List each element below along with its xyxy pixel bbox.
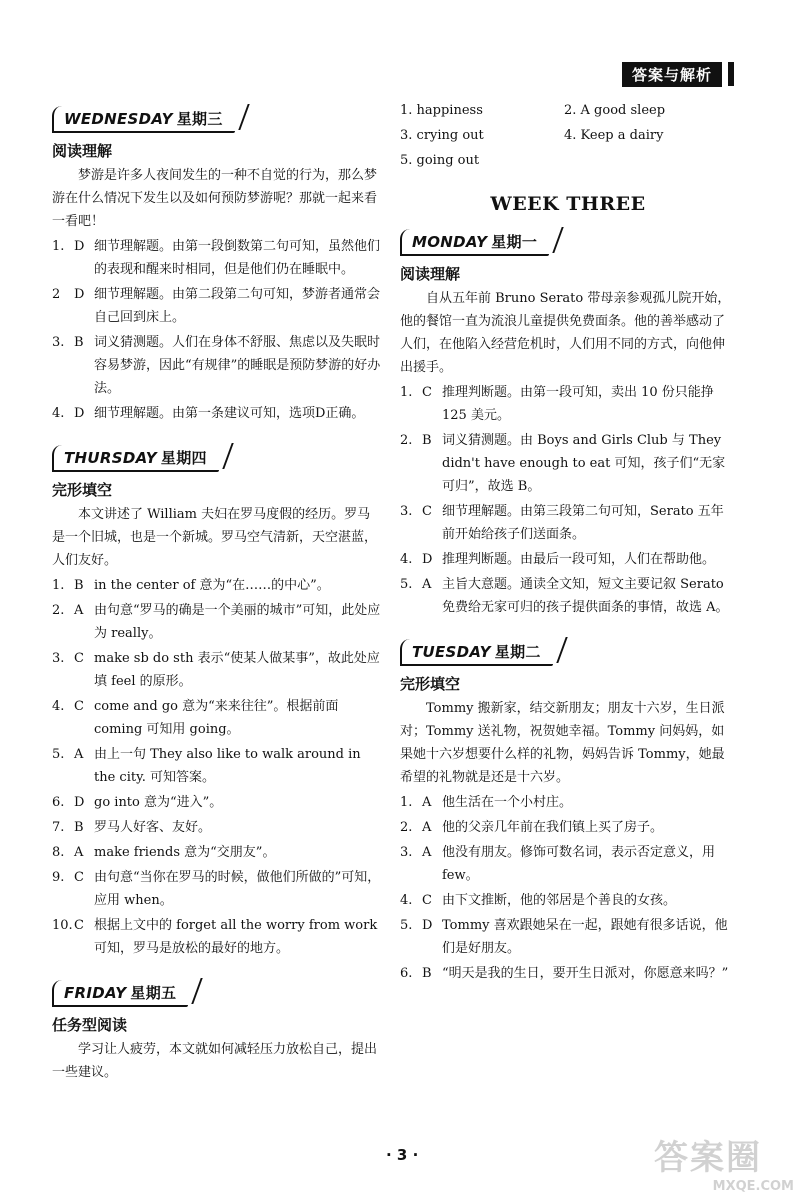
answer-item: [52, 695, 382, 741]
tuesday-badge: [400, 639, 553, 666]
answer-item: [52, 841, 382, 864]
item-explanation: 由下文推断，他的邻居是个善良的女孩。: [442, 893, 677, 908]
monday-answer-list: [400, 381, 736, 619]
item-number: 10.: [52, 918, 73, 933]
item-number: 7.: [52, 820, 65, 835]
wednesday-intro: 梦游是许多人夜间发生的一种不自觉的行为，那么梦游在什么情况下发生以及如何预防梦游呢？那就一起来看一看吧！: [52, 168, 378, 229]
item-answer: A: [422, 577, 432, 592]
item-answer: C: [74, 918, 84, 933]
answer-item: [52, 235, 382, 281]
thursday-intro: 本文讲述了 William 夫妇在罗马度假的经历。罗马是一个旧城，也是一个新城。罗马空气清新，天空湛蓝，人们友好。: [52, 507, 378, 568]
item-explanation: 由上一句 They also like to walk around in the city. 可知答案。: [94, 747, 361, 785]
tuesday-section-title: 完形填空: [400, 675, 461, 693]
item-number: 2.: [400, 433, 413, 448]
item-explanation: make friends 意为“交朋友”。: [94, 845, 276, 860]
item-explanation: 他的父亲几年前在我们镇上买了房子。: [442, 820, 664, 835]
monday-intro: 自从五年前 Bruno Serato 带母亲参观孤儿院开始，他的餐馆一直为流浪儿童提供免费面条。他的善举感动了人们，在他陷入经营危机时，人们用不同的方式，向他伸出援手。: [400, 291, 731, 375]
item-answer: A: [74, 747, 84, 762]
answer-item: [400, 573, 736, 619]
thursday-badge: [52, 445, 219, 472]
thursday-answer-list: [52, 574, 382, 960]
item-explanation: 由句意“当你在罗马的时候，做他们所做的”可知，应用 when。: [94, 870, 381, 908]
item-answer: B: [74, 335, 84, 350]
item-explanation: 细节理解题。由第三段第二句可知，Serato 五年前开始给孩子们送面条。: [442, 504, 724, 542]
answer-item: [52, 283, 382, 329]
answer-item: [400, 962, 736, 985]
answer-item: [400, 914, 736, 960]
answer-item: [52, 574, 382, 597]
right-column: [400, 100, 736, 985]
item-answer: A: [422, 845, 432, 860]
item-number: 1.: [52, 578, 65, 593]
answer-item: [52, 866, 382, 912]
item-answer: C: [74, 651, 84, 666]
answer-item: [52, 816, 382, 839]
watermark-cn: 答案圈: [654, 1138, 762, 1178]
answer-item: [52, 791, 382, 814]
item-answer: D: [422, 552, 433, 567]
wednesday-section-title: 阅读理解: [52, 142, 113, 160]
friday-answer-4: 4. Keep a dairy: [564, 128, 664, 143]
watermark-logo: [654, 1130, 794, 1194]
left-column: [52, 100, 382, 1084]
answer-item: [400, 889, 736, 912]
item-answer: B: [74, 820, 84, 835]
answer-item: [400, 381, 736, 427]
friday-badge: [52, 980, 188, 1007]
tuesday-answer-list: [400, 791, 736, 985]
item-answer: B: [422, 966, 432, 981]
friday-intro: 学习让人疲劳，本文就如何减轻压力放松自己，提出一些建议。: [52, 1042, 378, 1080]
item-number: 2: [52, 287, 61, 302]
wednesday-badge-en: WEDNESDAY: [64, 110, 173, 128]
item-answer: D: [74, 239, 85, 254]
item-answer: B: [74, 578, 84, 593]
answer-item: [52, 402, 382, 425]
item-answer: C: [74, 699, 84, 714]
item-number: 4.: [400, 893, 413, 908]
item-number: 6.: [400, 966, 413, 981]
item-answer: C: [422, 504, 432, 519]
item-explanation: 主旨大意题。通读全文知，短文主要记叙 Serato 免费给无家可归的孩子提供面条的事情，故选 A。: [442, 577, 729, 615]
header-bar: [728, 62, 734, 86]
item-explanation: 由句意“罗马的确是一个美丽的城市”可知，此处应为 really。: [94, 603, 381, 641]
monday-badge: [400, 229, 549, 256]
item-explanation: make sb do sth 表示“使某人做某事”，故此处应填 feel 的原形。: [94, 651, 380, 689]
item-explanation: 他生活在一个小村庄。: [442, 795, 573, 810]
item-explanation: 细节理解题。由第二段第二句可知，梦游者通常会自己回到床上。: [94, 287, 381, 325]
thursday-section-title: 完形填空: [52, 481, 113, 499]
watermark-en: MXQE.COM: [712, 1179, 794, 1194]
item-answer: A: [422, 795, 432, 810]
answer-item: [52, 331, 382, 400]
friday-section-title: 任务型阅读: [52, 1016, 128, 1034]
item-explanation: 词义猜测题。由 Boys and Girls Club 与 They didn't have enough to eat 可知，孩子们“无家可归”，故选 B。: [442, 433, 726, 494]
answer-item: [52, 743, 382, 789]
answer-item: [400, 816, 736, 839]
item-explanation: 他没有朋友。修饰可数名词，表示否定意义，用 few。: [442, 845, 716, 883]
monday-badge-en: MONDAY: [412, 233, 488, 251]
tuesday-intro: Tommy 搬新家，结交新朋友；朋友十六岁，生日派对；Tommy 送礼物，祝贺她幸福。Tommy 问妈妈，如果她十六岁想要什么样的礼物，妈妈告诉 Tommy，她最希望的礼物就是还是十六岁。: [400, 701, 725, 785]
answer-item: [400, 548, 736, 571]
item-explanation: 词义猜测题。人们在身体不舒服、焦虑以及失眠时容易梦游，因此“有规律”的睡眠是预防梦游的好办法。: [94, 335, 381, 396]
item-explanation: 罗马人好客、友好。: [94, 820, 212, 835]
item-answer: C: [422, 385, 432, 400]
item-explanation: 推理判断题。由最后一段可知，人们在帮助他。: [442, 552, 716, 567]
item-number: 4.: [52, 699, 65, 714]
answer-item: [52, 647, 382, 693]
item-number: 8.: [52, 845, 65, 860]
item-answer: D: [74, 795, 85, 810]
item-number: 6.: [52, 795, 65, 810]
item-number: 9.: [52, 870, 65, 885]
thursday-badge-cn: 星期四: [160, 449, 207, 467]
item-number: 5.: [400, 918, 413, 933]
item-explanation: go into 意为“进入”。: [94, 795, 223, 810]
item-explanation: Tommy 喜欢跟她呆在一起，跟她有很多话说，他们是好朋友。: [442, 918, 728, 956]
thursday-badge-en: THURSDAY: [64, 449, 157, 467]
item-number: 5.: [52, 747, 65, 762]
week-title: WEEK THREE: [490, 193, 646, 215]
tuesday-badge-cn: 星期二: [494, 643, 541, 661]
item-answer: A: [422, 820, 432, 835]
item-number: 1.: [52, 239, 65, 254]
item-explanation: 细节理解题。由第一段倒数第二句可知，虽然他们的表现和醒来时相同，但是他们仍在睡眠中。: [94, 239, 381, 277]
wednesday-answer-list: [52, 235, 382, 425]
answer-item: [400, 429, 736, 498]
friday-badge-en: FRIDAY: [64, 984, 127, 1002]
answer-item: [400, 841, 736, 887]
answer-item: [52, 914, 382, 960]
item-number: 3.: [400, 845, 413, 860]
item-answer: B: [422, 433, 432, 448]
item-answer: D: [74, 287, 85, 302]
item-explanation: 推理判断题。由第一段可知，卖出 10 份只能挣 125 美元。: [442, 385, 714, 423]
item-number: 3.: [52, 335, 65, 350]
item-explanation: “明天是我的生日，要开生日派对，你愿意来吗？”: [442, 966, 729, 981]
item-number: 3.: [52, 651, 65, 666]
item-answer: D: [422, 918, 433, 933]
item-number: 1.: [400, 795, 413, 810]
wednesday-badge: [52, 106, 235, 133]
item-explanation: in the center of 意为“在……的中心”。: [94, 578, 330, 593]
page-number: · 3 ·: [386, 1146, 419, 1164]
item-answer: A: [74, 603, 84, 618]
item-number: 2.: [52, 603, 65, 618]
item-answer: D: [74, 406, 85, 421]
monday-badge-cn: 星期一: [491, 233, 538, 251]
section-header-tag: 答案与解析: [622, 62, 722, 87]
friday-answers-grid: [400, 98, 736, 173]
item-explanation: 根据上文中的 forget all the worry from work 可知，罗马是放松的最好的地方。: [94, 918, 378, 956]
friday-answer-5: 5. going out: [400, 153, 480, 168]
friday-answer-1: 1. happiness: [400, 103, 483, 118]
item-answer: C: [74, 870, 84, 885]
tuesday-badge-en: TUESDAY: [412, 643, 491, 661]
item-number: 3.: [400, 504, 413, 519]
item-number: 5.: [400, 577, 413, 592]
answer-item: [400, 500, 736, 546]
answer-item: [400, 791, 736, 814]
item-number: 1.: [400, 385, 413, 400]
friday-answer-3: 3. crying out: [400, 128, 484, 143]
friday-answer-2: 2. A good sleep: [564, 103, 666, 118]
answer-item: [52, 599, 382, 645]
item-number: 2.: [400, 820, 413, 835]
friday-badge-cn: 星期五: [130, 984, 177, 1002]
item-explanation: 细节理解题。由第一条建议可知，选项D正确。: [94, 406, 365, 421]
item-answer: C: [422, 893, 432, 908]
monday-section-title: 阅读理解: [400, 265, 461, 283]
item-number: 4.: [52, 406, 65, 421]
wednesday-badge-cn: 星期三: [176, 110, 223, 128]
item-answer: A: [74, 845, 84, 860]
item-explanation: come and go 意为“来来往往”。根据前面 coming 可知用 going。: [94, 699, 339, 737]
item-number: 4.: [400, 552, 413, 567]
